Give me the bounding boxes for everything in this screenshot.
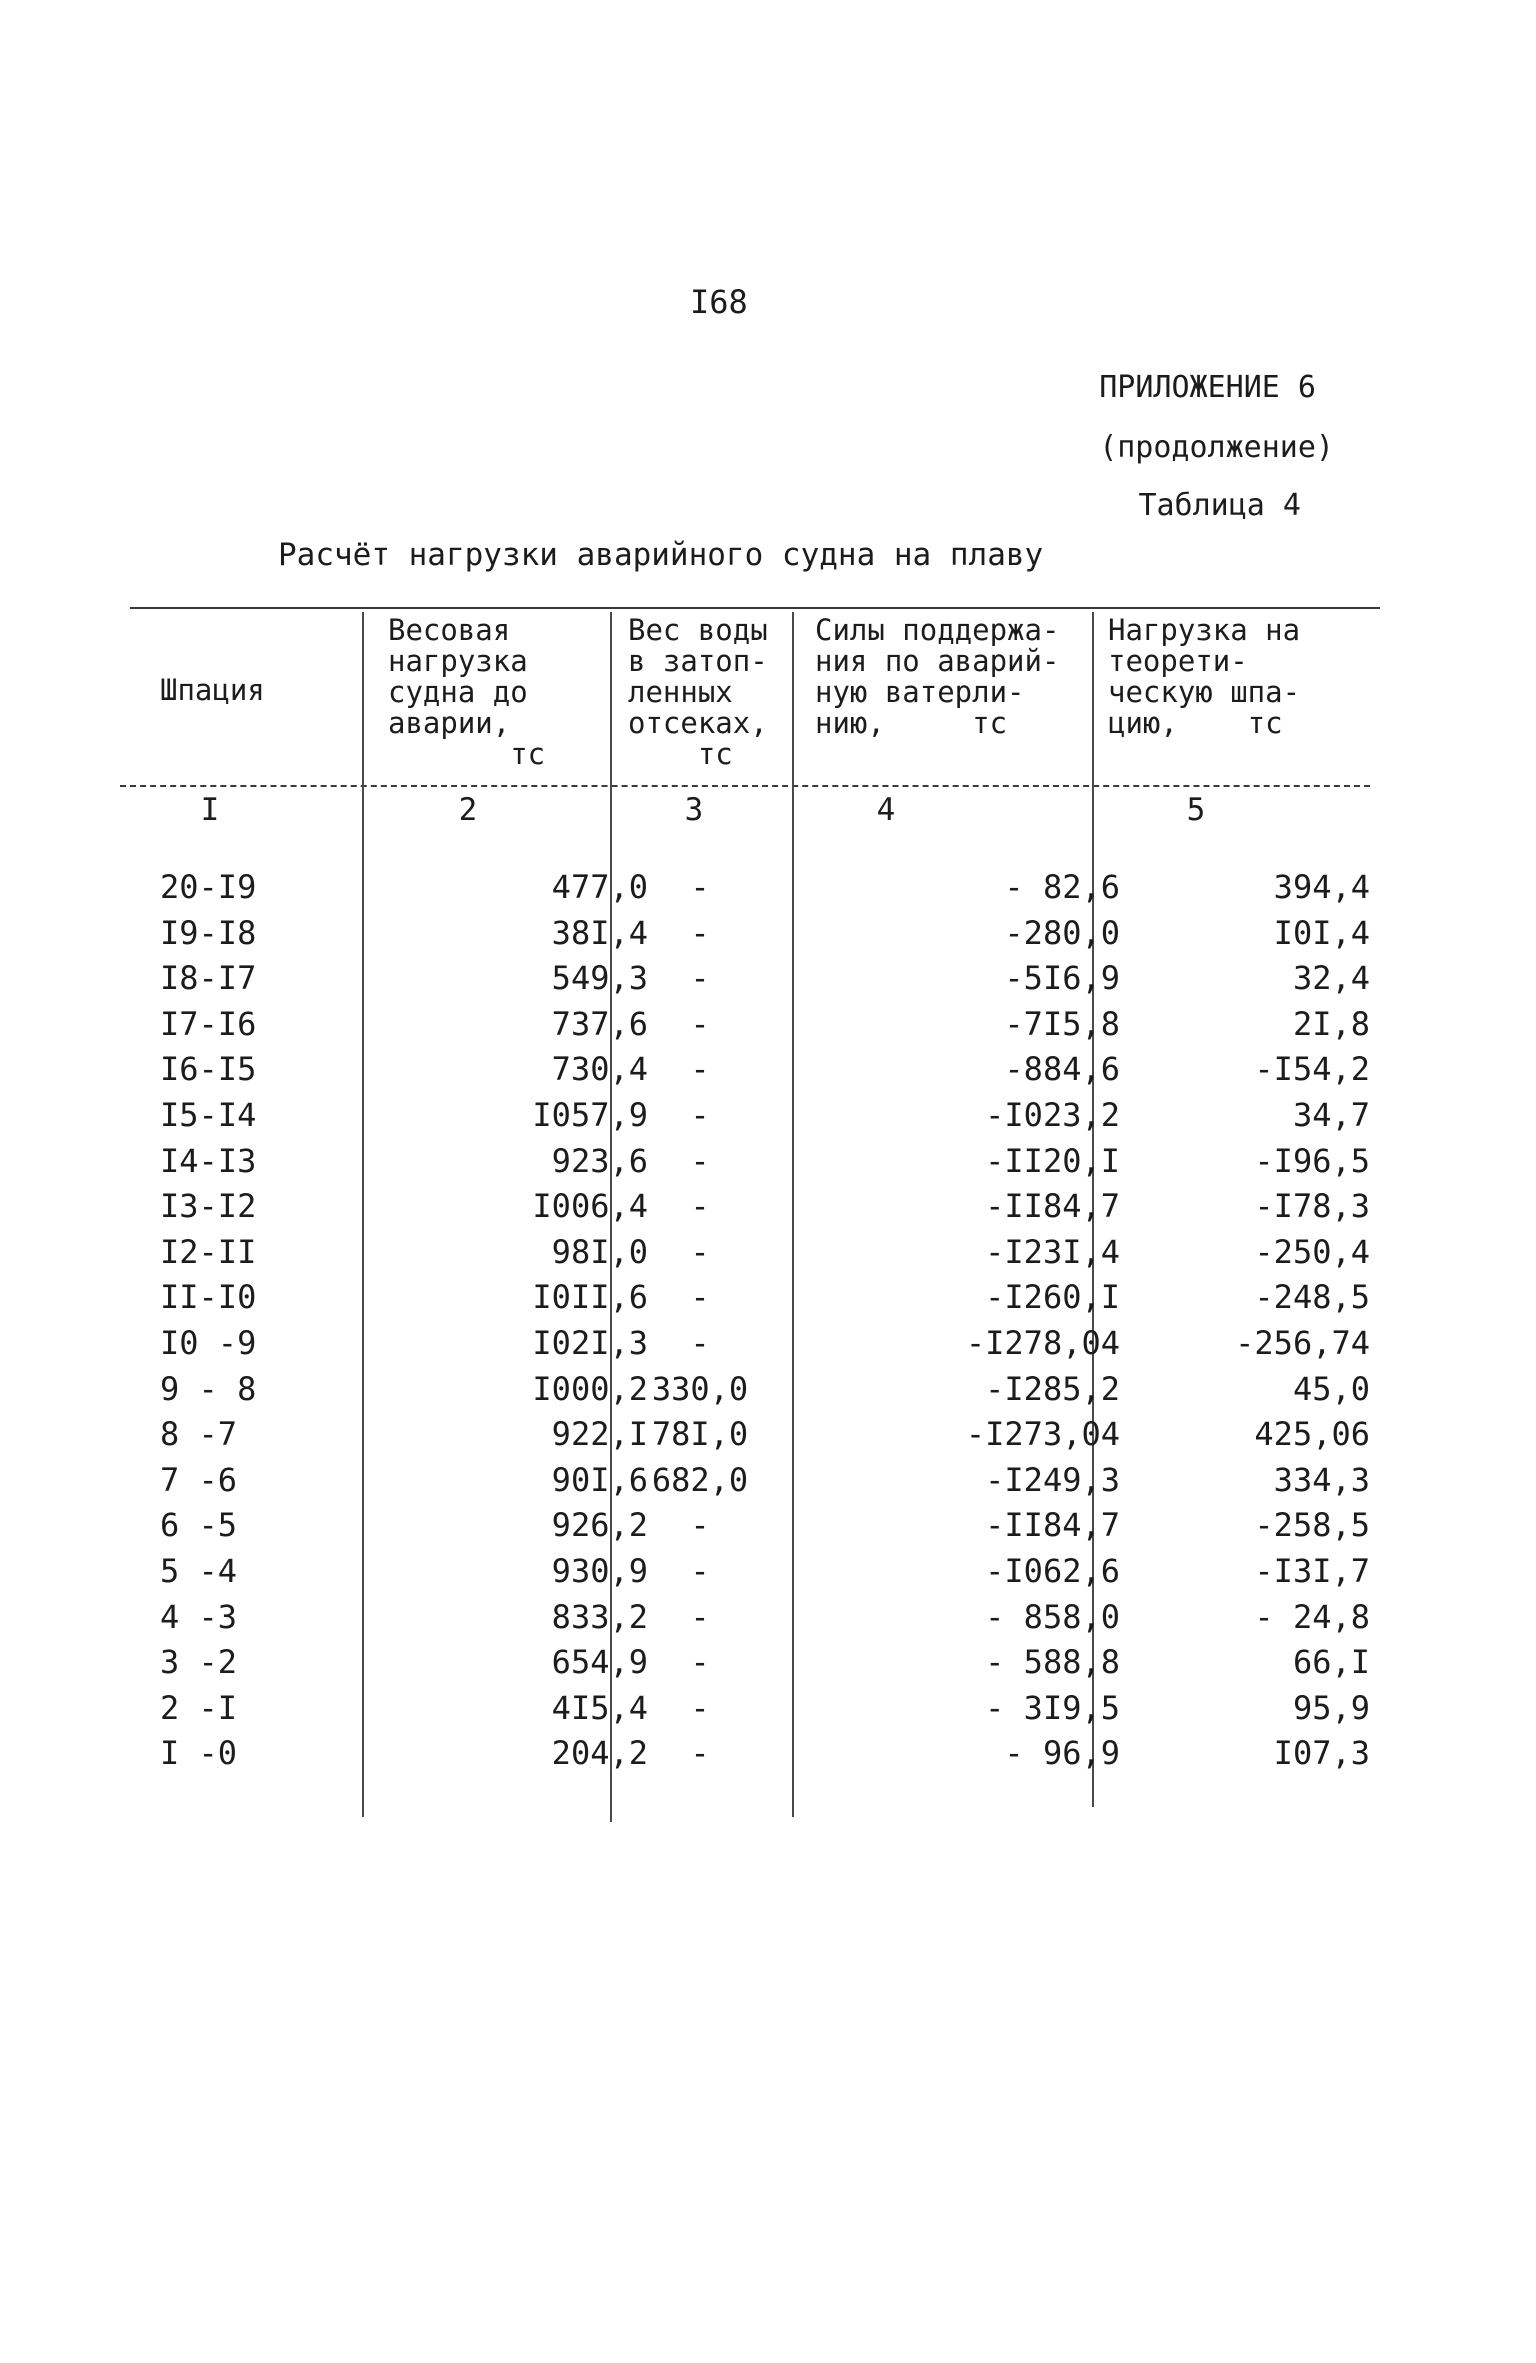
buoyancy-force-cell: - 858,0 [985, 1597, 1120, 1636]
table-row [130, 1367, 1370, 1413]
frame-load-cell: -I96,5 [1254, 1141, 1370, 1180]
table-row [130, 1093, 1370, 1139]
column-number-5: 5 [1186, 792, 1206, 828]
frame-spacing-cell: I7-I6 [160, 1004, 257, 1043]
flood-water-cell: - [690, 1551, 710, 1590]
frame-spacing-cell: 6 -5 [160, 1506, 238, 1545]
buoyancy-force-cell: -7I5,8 [1004, 1004, 1120, 1043]
frame-spacing-cell: II-I0 [160, 1278, 257, 1317]
buoyancy-force-cell: -II84,7 [985, 1506, 1120, 1545]
frame-spacing-cell: I -0 [160, 1734, 238, 1773]
header-col4: Силы поддержа- ния по аварий- ную ватерли- нию, тс [815, 613, 1060, 740]
buoyancy-force-cell: - 3I9,5 [985, 1688, 1120, 1727]
buoyancy-force-cell: -II20,I [985, 1141, 1120, 1180]
header-bottom-rule [120, 785, 1370, 787]
table-row [130, 1412, 1370, 1458]
buoyancy-force-cell: -I249,3 [985, 1460, 1120, 1499]
weight-load-cell: 4I5,4 [551, 1688, 648, 1727]
frame-load-cell: -256,74 [1235, 1323, 1370, 1362]
flood-water-cell: - [690, 1050, 710, 1089]
buoyancy-force-cell: -884,6 [1004, 1050, 1120, 1089]
table-row [130, 1549, 1370, 1595]
flood-water-cell: - [690, 1643, 710, 1682]
appendix-label: ПРИЛОЖЕНИЕ 6 [1099, 370, 1316, 405]
frame-spacing-cell: 3 -2 [160, 1643, 238, 1682]
flood-water-cell: - [690, 1597, 710, 1636]
flood-water-cell: - [690, 1734, 710, 1773]
weight-load-cell: 930,9 [551, 1551, 648, 1590]
header-col3: Вес воды в затоп- ленных отсеках, тс [628, 613, 768, 771]
buoyancy-force-cell: -5I6,9 [1004, 959, 1120, 998]
table-row [130, 1503, 1370, 1549]
table-number: Таблица 4 [1138, 488, 1301, 523]
weight-load-cell: 549,3 [551, 959, 648, 998]
table-row [130, 1640, 1370, 1686]
frame-spacing-cell: I5-I4 [160, 1095, 257, 1134]
continuation-label: (продолжение) [1099, 430, 1334, 465]
buoyancy-force-cell: -I23I,4 [985, 1232, 1120, 1271]
header-col5: Нагрузка на теорети- ческую шпа- цию, тс [1108, 613, 1301, 740]
buoyancy-force-cell: -I273,04 [965, 1415, 1120, 1454]
flood-water-cell: 330,0 [651, 1369, 749, 1408]
flood-water-cell: 78I,0 [651, 1415, 749, 1454]
table-row [130, 1047, 1370, 1093]
buoyancy-force-cell: - 588,8 [985, 1643, 1120, 1682]
frame-spacing-cell: I6-I5 [160, 1050, 257, 1089]
table-row [130, 1275, 1370, 1321]
weight-load-cell: 90I,6 [551, 1460, 648, 1499]
table-row [130, 1731, 1370, 1777]
frame-load-cell: -I54,2 [1254, 1050, 1370, 1089]
table-row [130, 956, 1370, 1002]
frame-spacing-cell: 20-I9 [160, 868, 257, 906]
frame-load-cell: 32,4 [1292, 959, 1370, 998]
table-body [130, 865, 1370, 1777]
table-row [130, 1458, 1370, 1504]
column-number-2: 2 [458, 792, 478, 828]
weight-load-cell: 923,6 [551, 1141, 648, 1180]
flood-water-cell: 682,0 [651, 1460, 749, 1499]
table-row [130, 1002, 1370, 1048]
frame-load-cell: -250,4 [1254, 1232, 1370, 1271]
buoyancy-force-cell: -I023,2 [985, 1095, 1120, 1134]
table-row [130, 1321, 1370, 1367]
buoyancy-force-cell: -I278,04 [965, 1323, 1120, 1362]
frame-load-cell: 34,7 [1292, 1095, 1370, 1134]
buoyancy-force-cell: -II84,7 [985, 1187, 1120, 1226]
frame-spacing-cell: 7 -6 [160, 1460, 238, 1499]
flood-water-cell: - [690, 959, 710, 998]
frame-load-cell: 95,9 [1292, 1688, 1370, 1727]
flood-water-cell: - [690, 1141, 710, 1180]
table-row [130, 911, 1370, 957]
weight-load-cell: I057,9 [532, 1095, 648, 1134]
frame-load-cell: I07,3 [1273, 1734, 1370, 1773]
weight-load-cell: 926,2 [551, 1506, 648, 1545]
flood-water-cell: - [690, 1232, 710, 1271]
frame-load-cell: -258,5 [1254, 1506, 1370, 1545]
flood-water-cell: - [690, 868, 710, 906]
table-row [130, 1230, 1370, 1276]
weight-load-cell: 922,I [551, 1415, 648, 1454]
buoyancy-force-cell: -I285,2 [985, 1369, 1120, 1408]
buoyancy-force-cell: - 82,6 [1004, 868, 1120, 906]
weight-load-cell: I02I,3 [532, 1323, 648, 1362]
frame-spacing-cell: I2-II [160, 1232, 257, 1271]
frame-spacing-cell: 5 -4 [160, 1551, 238, 1590]
table-row [130, 1139, 1370, 1185]
frame-spacing-cell: I0 -9 [160, 1323, 257, 1362]
buoyancy-force-cell: -280,0 [1004, 913, 1120, 952]
frame-spacing-cell: I3-I2 [160, 1187, 257, 1226]
weight-load-cell: 38I,4 [551, 913, 648, 952]
flood-water-cell: - [690, 1278, 710, 1317]
frame-load-cell: 2I,8 [1292, 1004, 1370, 1043]
weight-load-cell: I0II,6 [532, 1278, 648, 1317]
frame-load-cell: I0I,4 [1273, 913, 1370, 952]
frame-spacing-cell: 4 -3 [160, 1597, 238, 1636]
buoyancy-force-cell: -I260,I [985, 1278, 1120, 1317]
buoyancy-force-cell: - 96,9 [1004, 1734, 1120, 1773]
table-row [130, 1595, 1370, 1641]
flood-water-cell: - [690, 913, 710, 952]
table-title: Расчёт нагрузки аварийного судна на плаву [278, 537, 1044, 573]
weight-load-cell: 477,0 [551, 868, 648, 906]
frame-spacing-cell: 9 - 8 [160, 1369, 257, 1408]
header-col2: Весовая нагрузка судна до аварии, тс [388, 613, 546, 771]
flood-water-cell: - [690, 1688, 710, 1727]
frame-spacing-cell: I8-I7 [160, 959, 257, 998]
table-row [130, 865, 1370, 911]
page-number: I68 [690, 283, 748, 321]
column-number-4: 4 [876, 792, 896, 828]
weight-load-cell: 730,4 [551, 1050, 648, 1089]
weight-load-cell: 737,6 [551, 1004, 648, 1043]
table-top-rule [130, 607, 1380, 609]
flood-water-cell: - [690, 1323, 710, 1362]
weight-load-cell: 654,9 [551, 1643, 648, 1682]
frame-load-cell: -248,5 [1254, 1278, 1370, 1317]
frame-spacing-cell: 8 -7 [160, 1415, 238, 1454]
buoyancy-force-cell: -I062,6 [985, 1551, 1120, 1590]
header-col1: Шпация [160, 673, 265, 707]
flood-water-cell: - [690, 1506, 710, 1545]
weight-load-cell: I000,2 [532, 1369, 648, 1408]
flood-water-cell: - [690, 1187, 710, 1226]
column-number-1: I [200, 792, 220, 828]
weight-load-cell: 833,2 [551, 1597, 648, 1636]
weight-load-cell: 98I,0 [551, 1232, 648, 1271]
frame-load-cell: 45,0 [1292, 1369, 1370, 1408]
weight-load-cell: I006,4 [532, 1187, 648, 1226]
flood-water-cell: - [690, 1095, 710, 1134]
weight-load-cell: 204,2 [551, 1734, 648, 1773]
frame-spacing-cell: I9-I8 [160, 913, 257, 952]
frame-load-cell: - 24,8 [1254, 1597, 1370, 1636]
frame-load-cell: -I3I,7 [1254, 1551, 1370, 1590]
frame-load-cell: -I78,3 [1254, 1187, 1370, 1226]
table-row [130, 1184, 1370, 1230]
frame-spacing-cell: 2 -I [160, 1688, 238, 1727]
frame-spacing-cell: I4-I3 [160, 1141, 257, 1180]
frame-load-cell: 425,06 [1254, 1415, 1370, 1454]
table-row [130, 1686, 1370, 1732]
frame-load-cell: 334,3 [1273, 1460, 1370, 1499]
column-number-3: 3 [684, 792, 704, 828]
flood-water-cell: - [690, 1004, 710, 1043]
frame-load-cell: 66,I [1292, 1643, 1370, 1682]
frame-load-cell: 394,4 [1273, 868, 1370, 906]
